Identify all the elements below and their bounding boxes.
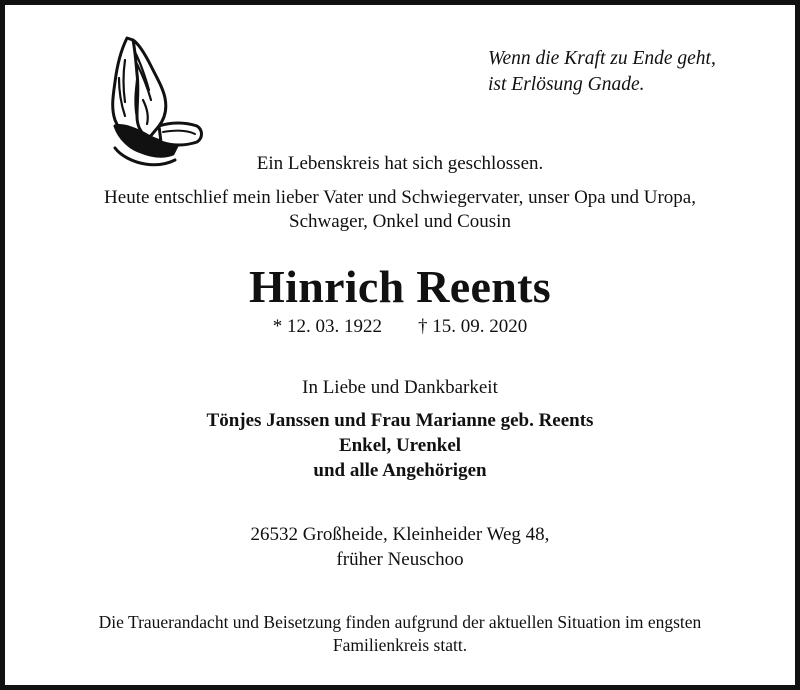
mourners-line-3: und alle Angehörigen xyxy=(313,460,487,481)
motto-line-1: Wenn die Kraft zu Ende geht, xyxy=(488,48,716,69)
address-line-2: früher Neuschoo xyxy=(336,549,464,570)
deceased-name: Hinrich Reents xyxy=(249,261,551,312)
address-line-1: 26532 Großheide, Kleinheider Weg 48, xyxy=(250,524,550,545)
praying-hands-icon xyxy=(75,30,235,170)
funeral-note-line-1: Die Trauerandacht und Beisetzung finden aufgrund der aktuellen Situation im engsten xyxy=(98,612,702,632)
funeral-note-line-2: Familienkreis statt. xyxy=(332,635,468,655)
birth-date: * 12. 03. 1922 xyxy=(272,316,382,337)
mourners-line-2: Enkel, Urenkel xyxy=(338,435,462,456)
intro-line-3: Schwager, Onkel und Cousin xyxy=(289,211,511,232)
motto-line-2: ist Erlösung Gnade. xyxy=(488,74,645,95)
intro-line-1: Ein Lebenskreis hat sich geschlossen. xyxy=(256,153,544,174)
intro-line-2: Heute entschlief mein lieber Vater und Schwiegervater, unser Opa und Uropa, xyxy=(104,187,696,208)
life-dates xyxy=(5,314,795,340)
mourners-intro: In Liebe und Dankbarkeit xyxy=(302,377,498,398)
mourners-line-1: Tönjes Janssen und Frau Marianne geb. Reents xyxy=(206,410,594,431)
motto-quote xyxy=(488,46,716,98)
death-date: † 15. 09. 2020 xyxy=(418,316,528,337)
